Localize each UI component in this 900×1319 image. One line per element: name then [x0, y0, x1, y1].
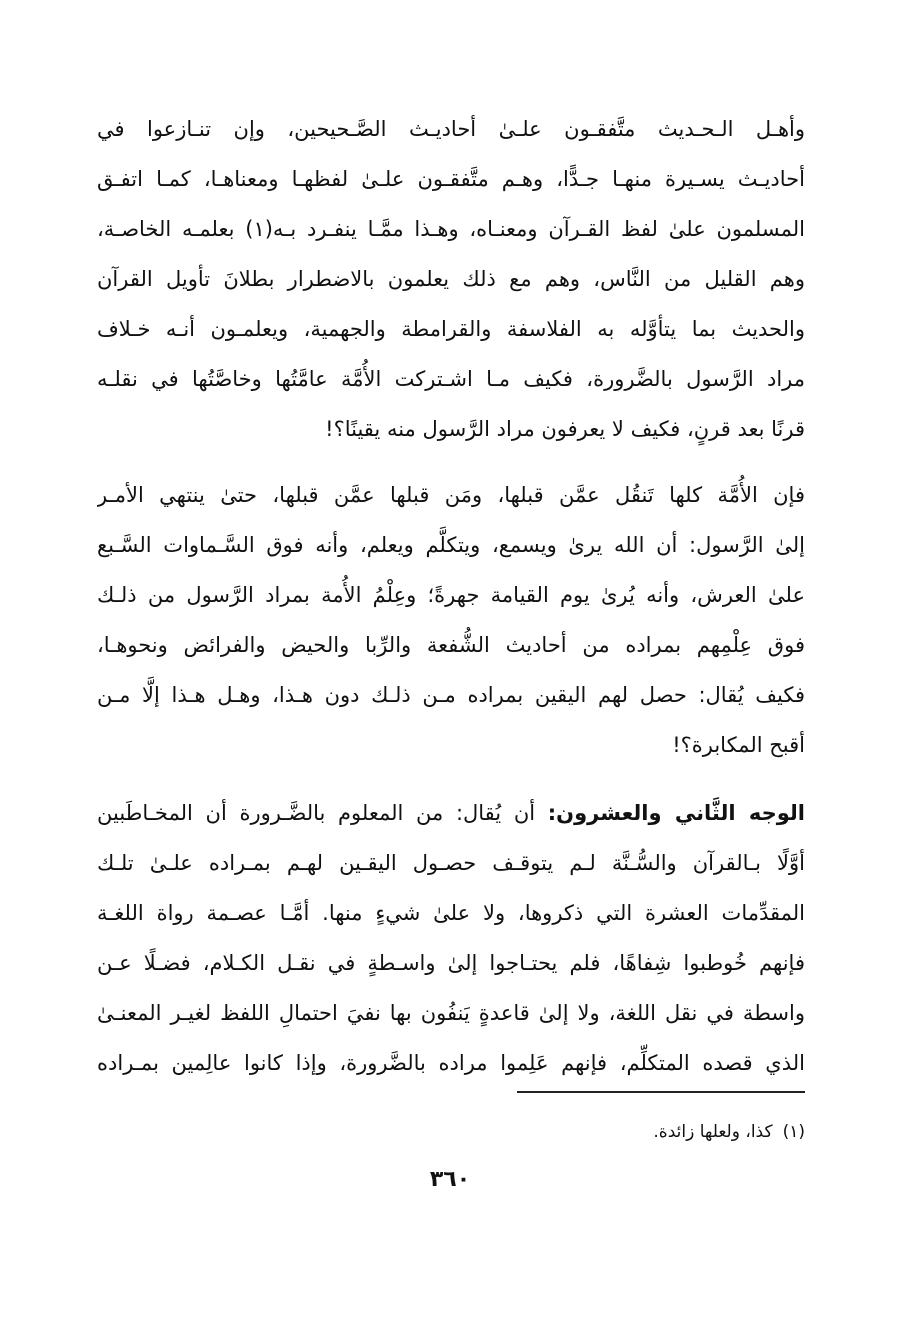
paragraph-line: مراد الرَّسول بالضَّرورة، فكيف مـا اشـتركت الأُمَّة عامَّتُها وخاصَّتُها في نقلـه: [97, 367, 805, 391]
footnote-separator: [517, 1091, 805, 1093]
section-heading: الوجه الثَّاني والعشرون:: [547, 801, 805, 825]
footnote-marker: (١): [782, 1122, 805, 1142]
paragraph-line: المسلمون علىٰ لفظ القـرآن ومعنـاه، وهـذا ممَّـا ينفـرد بـه(١) بعلمـه الخاصـة،: [97, 217, 805, 241]
paragraph-2: [97, 470, 805, 770]
paragraph-line: وهم القليل من النَّاس، وهم مع ذلك يعلمون بالاضطرار بطلانَ تأويل القرآن: [97, 267, 805, 291]
paragraph-line: فكيف يُقال: حصل لهم اليقين بمراده مـن ذلـك دون هـذا، وهـل هـذا إلَّا مـن: [97, 683, 805, 707]
paragraph-line: قرنًا بعد قرنٍ، فكيف لا يعرفون مراد الرَّسول منه يقينًا؟!: [325, 417, 805, 441]
paragraph-line: الذي قصده المتكلِّم، فإنهم عَلِموا مراده بالضَّرورة، وإذا كانوا عالِمين بمـراده: [97, 1051, 805, 1075]
footnote-text: كذا، ولعلها زائدة.: [653, 1122, 773, 1142]
paragraph-line: فإن الأُمَّة كلها تَنقُل عمَّن قبلها، ومَن قبلها عمَّن قبلها، حتىٰ ينتهي الأمـر: [97, 483, 805, 507]
paragraph-line: فوق عِلْمِهم بمراده من أحاديث الشُّفعة والرِّبا والحيض والفرائض ونحوهـا،: [97, 633, 805, 657]
page-number: ٣٦٠: [429, 1167, 471, 1192]
paragraph-line: أقبح المكابرة؟!: [672, 733, 805, 757]
paragraph-line: وأهـل الـحـديث متَّفقـون علـىٰ أحاديـث الصَّـحيحين، وإن تنـازعوا في: [97, 117, 805, 141]
footnote: [97, 1114, 805, 1150]
paragraph-line: واسطة في نقل اللغة، ولا إلىٰ قاعدةٍ يَنفُون بها نفيَ احتمالِ اللفظ لغيـر المعنـىٰ: [97, 1001, 805, 1025]
paragraph-line: والحديث بما يتأوَّله به الفلاسفة والقرامطة والجهمية، ويعلمـون أنـه خـلاف: [97, 317, 805, 341]
paragraph-line: [97, 788, 805, 838]
paragraph-line: فإنهم خُوطبوا شِفاهًا، فلم يحتـاجوا إلىٰ واسـطةٍ في نقـل الكـلام، فضـلًا عـن: [97, 951, 805, 975]
paragraph-1: [97, 104, 805, 454]
paragraph-line: علىٰ العرش، وأنه يُرىٰ يوم القيامة جهرةً؛ وعِلْمُ الأُمة بمراد الرَّسول من ذلـك: [97, 583, 805, 607]
paragraph-line-text: أن يُقال: من المعلوم بالضَّـرورة أن المخـاطَبين: [97, 801, 548, 825]
paragraph-3: [97, 788, 805, 1088]
paragraph-line: أحاديـث يسـيرة منهـا جـدًّا، وهـم متَّفقـون علـىٰ لفظهـا ومعناهـا، كمـا اتفـق: [97, 167, 805, 191]
paragraph-line: إلىٰ الرَّسول: أن الله يرىٰ ويسمع، ويتكلَّم ويعلم، وأنه فوق السَّـماوات السَّـبع: [97, 533, 805, 557]
paragraph-line: المقدِّمات العشرة التي ذكروها، ولا علىٰ شيءٍ منها. أمَّـا عصـمة رواة اللغـة: [97, 901, 805, 925]
paragraph-line: أوَّلًا بـالقرآن والسُّـنَّة لـم يتوقـف حصـول اليقـين لهـم بمـراده علـىٰ تلـك: [97, 851, 805, 875]
